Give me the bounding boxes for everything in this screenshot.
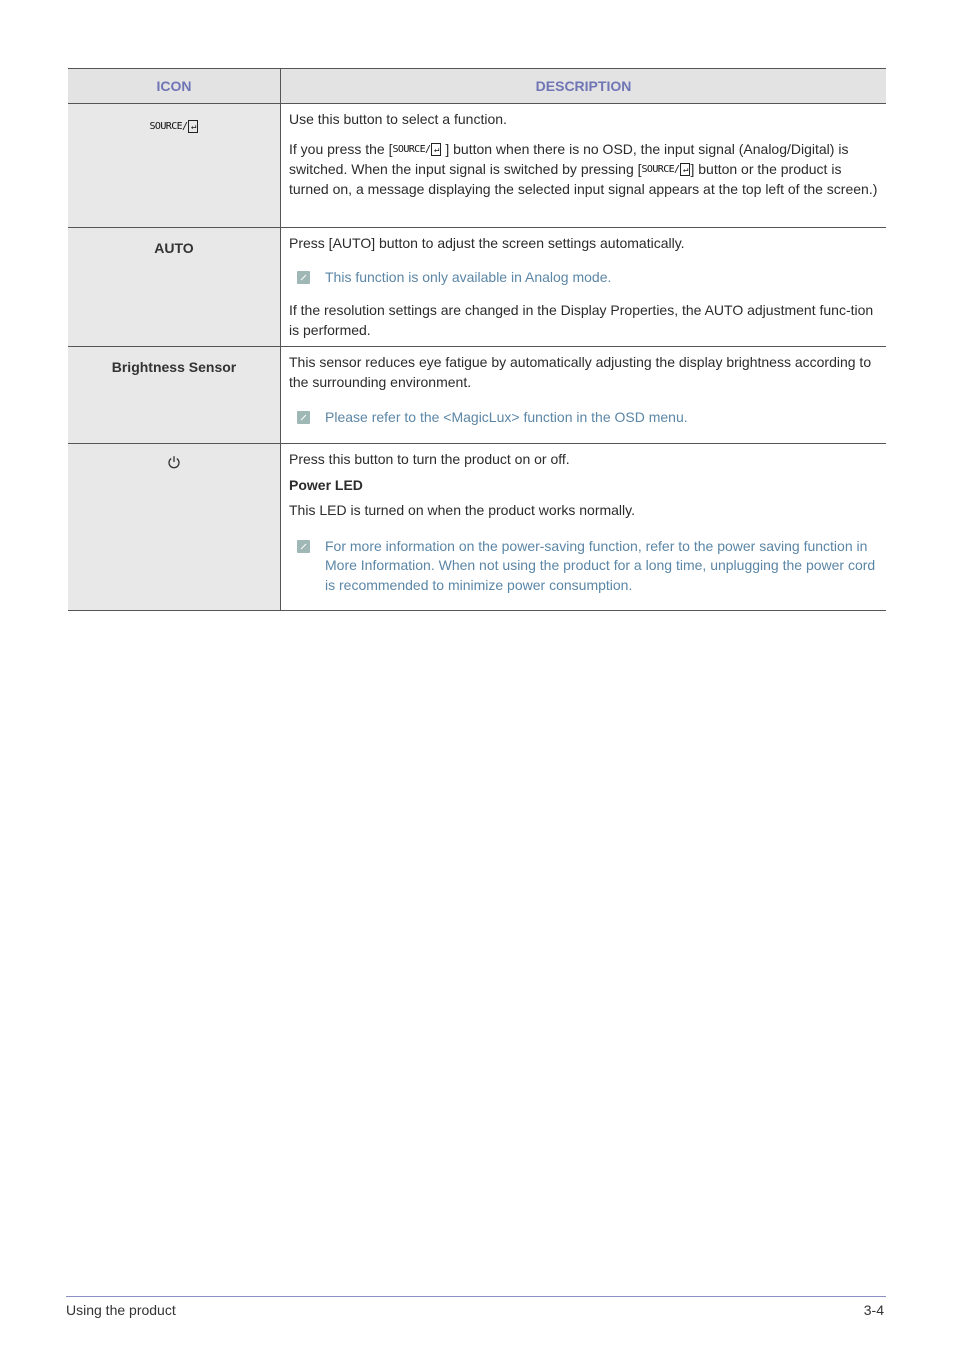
page-number: 3-4: [863, 1302, 884, 1318]
note-icon: [297, 271, 310, 284]
auto-note: [289, 268, 878, 288]
auto-line2: If the resolution settings are changed in the Display Properties, the AUTO adjustment func-tion is performed.: [289, 302, 874, 338]
header-description: DESCRIPTION: [281, 69, 886, 103]
source-line1: Use this button to select a function.: [289, 111, 507, 127]
source-para: If you press the [ SOURCE/ ↵ ] button when there is no OSD, the input signal (Analog/Digital) is switched. When the input signal is switched by pressing [ SOURCE/ ↵ ] button or the product is turned on, a message displaying the selected input signal appears at the top left of the screen.): [289, 140, 878, 197]
footer-section: Using the product: [66, 1302, 176, 1318]
source-description: [281, 104, 886, 227]
auto-line1: Press [AUTO] button to adjust the screen settings automatically.: [289, 235, 685, 251]
auto-description: [281, 228, 886, 346]
power-led-title: Power LED: [289, 476, 363, 493]
auto-label: AUTO: [68, 228, 281, 346]
source-enter-icon: SOURCE/ ↵: [150, 120, 199, 133]
power-description: [281, 444, 886, 610]
function-table: [68, 68, 886, 611]
note-icon: [297, 540, 310, 553]
note-icon: [297, 411, 310, 424]
table-row: [68, 104, 886, 228]
page-footer: [66, 1296, 886, 1318]
power-note: [289, 537, 878, 596]
brightness-note: [289, 408, 878, 428]
source-enter-icon: SOURCE/ ↵: [393, 140, 442, 160]
header-icon: ICON: [68, 69, 281, 103]
power-note-text: For more information on the power-saving function, refer to the power saving function in More Information. When not using the product for a long time, unplugging the power cord is recommended to minimize power consumption.: [325, 537, 876, 593]
power-line2: This LED is turned on when the product works normally.: [289, 502, 636, 518]
brightness-note-text: Please refer to the <MagicLux> function in the OSD menu.: [325, 409, 688, 425]
power-cell: [68, 444, 281, 610]
brightness-description: [281, 347, 886, 443]
power-icon: [167, 455, 181, 469]
brightness-line1: This sensor reduces eye fatigue by automatically adjusting the display brightness according to the surrounding environment.: [289, 354, 872, 390]
source-cell: [68, 104, 281, 227]
brightness-sensor-label: Brightness Sensor: [68, 347, 281, 443]
auto-note-text: This function is only available in Analog mode.: [325, 268, 612, 285]
table-row: [68, 347, 886, 444]
source-enter-icon: SOURCE/ ↵: [642, 160, 691, 180]
power-line1: Press this button to turn the product on or off.: [289, 451, 570, 467]
table-row: [68, 228, 886, 347]
table-header: [68, 69, 886, 104]
table-row: [68, 444, 886, 611]
